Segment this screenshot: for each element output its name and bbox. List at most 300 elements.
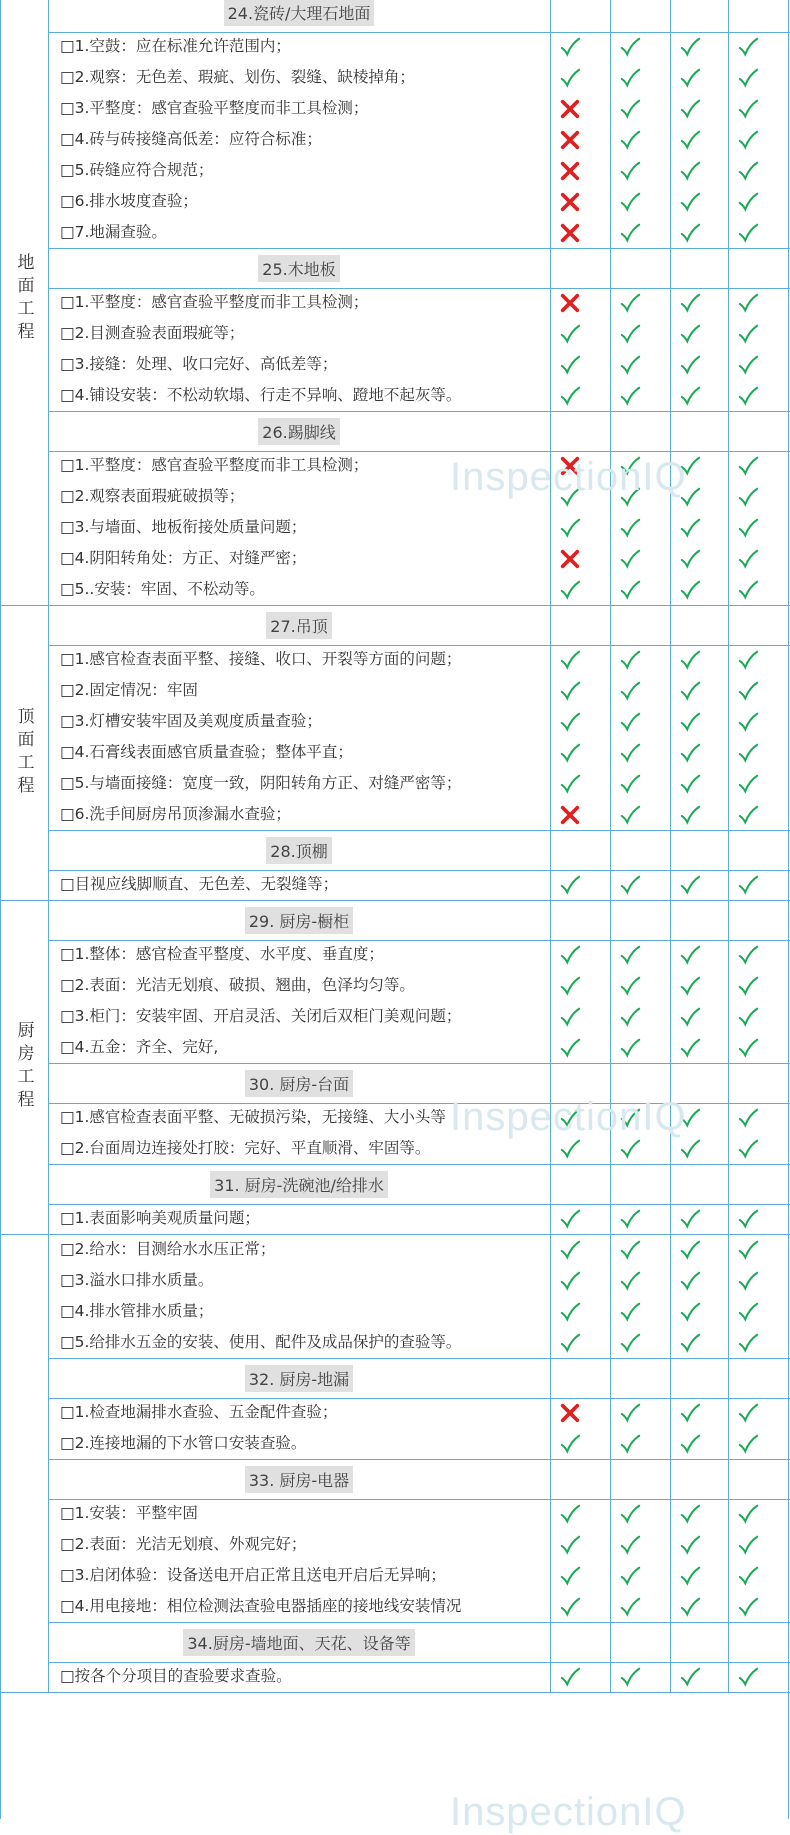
check-icon xyxy=(619,354,641,376)
check-icon xyxy=(679,1301,701,1323)
check-icon xyxy=(679,975,701,997)
checklist-row xyxy=(48,1591,790,1622)
check-icon xyxy=(559,1433,581,1455)
checklist-row xyxy=(48,1001,790,1032)
pass-mark xyxy=(718,869,778,900)
checklist-row xyxy=(48,155,790,186)
check-icon xyxy=(679,773,701,795)
pass-mark xyxy=(600,1032,660,1063)
column-divider xyxy=(728,1460,729,1499)
checklist-item-text: □5..安装：牢固、不松动等。 xyxy=(60,580,265,598)
pass-mark xyxy=(660,706,720,737)
pass-mark xyxy=(660,869,720,900)
checklist-row xyxy=(48,349,790,380)
category-label: 地面工程 xyxy=(13,252,34,345)
checklist-row xyxy=(48,1234,790,1265)
pass-mark xyxy=(540,768,600,799)
checklist-row xyxy=(48,970,790,1001)
check-icon xyxy=(559,1037,581,1059)
pass-mark xyxy=(540,512,600,543)
checklist-item-text: □1.感官检查表面平整、无破损污染，无接缝、大小头等 xyxy=(60,1108,446,1126)
check-icon xyxy=(679,944,701,966)
check-icon xyxy=(737,160,759,182)
pass-mark xyxy=(600,574,660,605)
pass-mark xyxy=(718,1032,778,1063)
checklist-item-text: □3.平整度：感官查验平整度而非工具检测； xyxy=(60,99,369,117)
pass-mark xyxy=(718,1102,778,1133)
pass-mark xyxy=(540,1498,600,1529)
pass-mark xyxy=(540,1661,600,1692)
check-icon xyxy=(679,222,701,244)
check-icon xyxy=(737,292,759,314)
category-label: 厨房工程 xyxy=(13,1021,34,1113)
check-icon xyxy=(619,1037,641,1059)
check-icon xyxy=(737,874,759,896)
pass-mark xyxy=(660,93,720,124)
checklist-row xyxy=(48,1529,790,1560)
column-divider xyxy=(670,1460,671,1499)
check-icon xyxy=(559,67,581,89)
checklist-row xyxy=(48,869,790,900)
check-icon xyxy=(679,1208,701,1230)
pass-mark xyxy=(660,939,720,970)
group-header xyxy=(48,1459,790,1500)
checklist-item-text: □2.表面：光洁无划痕、破损、翘曲，色泽均匀等。 xyxy=(60,976,415,994)
checklist-item-text: □7.地漏查验。 xyxy=(60,223,167,241)
checklist-row xyxy=(48,1265,790,1296)
pass-mark xyxy=(660,675,720,706)
check-icon xyxy=(679,129,701,151)
pass-mark xyxy=(600,1498,660,1529)
check-icon xyxy=(619,191,641,213)
check-icon xyxy=(619,680,641,702)
check-icon xyxy=(679,711,701,733)
fail-mark xyxy=(540,217,600,248)
checklist-row xyxy=(48,1203,790,1234)
checklist-item-text: □5.砖缝应符合规范； xyxy=(60,161,214,179)
check-icon xyxy=(679,1138,701,1160)
check-icon xyxy=(619,1503,641,1525)
pass-mark xyxy=(660,217,720,248)
check-icon xyxy=(737,486,759,508)
column-divider xyxy=(610,606,611,645)
check-icon xyxy=(679,1503,701,1525)
pass-mark xyxy=(718,799,778,830)
pass-mark xyxy=(660,124,720,155)
column-divider xyxy=(610,1359,611,1398)
checklist-row xyxy=(48,1560,790,1591)
check-icon xyxy=(619,1433,641,1455)
checklist-item-text: □2.表面：光洁无划痕、外观完好； xyxy=(60,1535,307,1553)
checklist-row xyxy=(48,124,790,155)
cross-icon xyxy=(559,129,581,151)
check-icon xyxy=(559,1270,581,1292)
pass-mark xyxy=(718,186,778,217)
check-icon xyxy=(679,292,701,314)
checklist-row xyxy=(48,675,790,706)
check-icon xyxy=(559,1534,581,1556)
checklist-row xyxy=(48,186,790,217)
pass-mark xyxy=(718,318,778,349)
group-header xyxy=(48,605,790,646)
check-icon xyxy=(559,1208,581,1230)
pass-mark xyxy=(600,1560,660,1591)
column-divider xyxy=(670,831,671,870)
fail-mark xyxy=(540,124,600,155)
group-title: 27.吊顶 xyxy=(266,612,331,639)
checklist-row xyxy=(48,1327,790,1358)
check-icon xyxy=(619,1138,641,1160)
check-icon xyxy=(737,1107,759,1129)
check-icon xyxy=(559,323,581,345)
check-icon xyxy=(737,1534,759,1556)
pass-mark xyxy=(540,1203,600,1234)
check-icon xyxy=(737,1433,759,1455)
pass-mark xyxy=(660,1428,720,1459)
check-icon xyxy=(737,354,759,376)
pass-mark xyxy=(600,512,660,543)
pass-mark xyxy=(600,1529,660,1560)
checklist-item-text: □4.排水管排水质量； xyxy=(60,1302,214,1320)
pass-mark xyxy=(718,737,778,768)
pass-mark xyxy=(660,1234,720,1265)
pass-mark xyxy=(718,1428,778,1459)
column-divider xyxy=(728,1165,729,1204)
group-title: 30. 厨房-台面 xyxy=(245,1070,353,1097)
column-divider xyxy=(670,0,671,32)
check-icon xyxy=(737,323,759,345)
check-icon xyxy=(737,67,759,89)
pass-mark xyxy=(600,1001,660,1032)
fail-mark xyxy=(540,1397,600,1428)
column-divider xyxy=(610,249,611,288)
checklist-item-text: □4.五金：齐全、完好, xyxy=(60,1038,219,1056)
pass-mark xyxy=(600,869,660,900)
check-icon xyxy=(619,129,641,151)
checklist-item-text: □按各个分项目的查验要求查验。 xyxy=(60,1667,292,1685)
pass-mark xyxy=(718,1265,778,1296)
check-icon xyxy=(559,1596,581,1618)
pass-mark xyxy=(660,574,720,605)
pass-mark xyxy=(600,1397,660,1428)
check-icon xyxy=(619,67,641,89)
group-header xyxy=(48,1622,790,1663)
checklist-item-text: □1.安装：平整牢固 xyxy=(60,1504,198,1522)
group-title: 25.木地板 xyxy=(258,255,339,282)
pass-mark xyxy=(718,155,778,186)
pass-mark xyxy=(660,1529,720,1560)
cross-icon xyxy=(559,804,581,826)
check-icon xyxy=(679,1332,701,1354)
check-icon xyxy=(737,1596,759,1618)
column-divider xyxy=(670,1359,671,1398)
check-icon xyxy=(559,711,581,733)
pass-mark xyxy=(600,318,660,349)
checklist-row xyxy=(48,62,790,93)
pass-mark xyxy=(718,574,778,605)
check-icon xyxy=(737,1402,759,1424)
group-header xyxy=(48,1164,790,1205)
pass-mark xyxy=(540,939,600,970)
checklist-item-text: □2.连接地漏的下水管口安装查验。 xyxy=(60,1434,307,1452)
group-title: 33. 厨房-电器 xyxy=(245,1466,353,1493)
check-icon xyxy=(559,1565,581,1587)
group-header xyxy=(48,830,790,871)
check-icon xyxy=(737,1006,759,1028)
checklist-item-text: □6.洗手间厨房吊顶渗漏水查验； xyxy=(60,805,291,823)
column-divider xyxy=(670,249,671,288)
pass-mark xyxy=(600,1661,660,1692)
check-icon xyxy=(559,944,581,966)
check-icon xyxy=(679,1402,701,1424)
check-icon xyxy=(737,36,759,58)
check-icon xyxy=(619,1239,641,1261)
pass-mark xyxy=(718,1133,778,1164)
watermark-text: InspectionIQ xyxy=(450,455,687,499)
column-divider xyxy=(728,412,729,451)
column-divider xyxy=(550,412,551,451)
check-icon xyxy=(559,874,581,896)
pass-mark xyxy=(718,1529,778,1560)
check-icon xyxy=(679,36,701,58)
pass-mark xyxy=(660,1591,720,1622)
pass-mark xyxy=(718,62,778,93)
check-icon xyxy=(679,1270,701,1292)
pass-mark xyxy=(600,1327,660,1358)
pass-mark xyxy=(718,1001,778,1032)
table-border xyxy=(788,0,789,1819)
pass-mark xyxy=(660,1265,720,1296)
check-icon xyxy=(737,773,759,795)
pass-mark xyxy=(718,1296,778,1327)
pass-mark xyxy=(600,186,660,217)
check-icon xyxy=(679,160,701,182)
check-icon xyxy=(619,1301,641,1323)
checklist-row xyxy=(48,1661,790,1692)
check-icon xyxy=(679,191,701,213)
check-icon xyxy=(737,1503,759,1525)
column-divider xyxy=(610,1623,611,1662)
column-divider xyxy=(728,831,729,870)
pass-mark xyxy=(660,186,720,217)
column-divider xyxy=(550,1460,551,1499)
check-icon xyxy=(619,649,641,671)
pass-mark xyxy=(718,1498,778,1529)
checklist-item-text: □目视应线脚顺直、无色差、无裂缝等； xyxy=(60,875,339,893)
check-icon xyxy=(619,1402,641,1424)
check-icon xyxy=(679,742,701,764)
checklist-item-text: □3.灯槽安装牢固及美观度质量查验； xyxy=(60,712,322,730)
pass-mark xyxy=(660,799,720,830)
pass-mark xyxy=(600,939,660,970)
pass-mark xyxy=(600,543,660,574)
pass-mark xyxy=(718,450,778,481)
section-divider xyxy=(0,1692,790,1693)
check-icon xyxy=(619,548,641,570)
checklist-item-text: □5.给排水五金的安装、使用、配件及成品保护的查验等。 xyxy=(60,1333,462,1351)
pass-mark xyxy=(540,1032,600,1063)
column-divider xyxy=(610,1165,611,1204)
pass-mark xyxy=(600,1203,660,1234)
column-divider xyxy=(670,412,671,451)
pass-mark xyxy=(660,737,720,768)
check-icon xyxy=(559,36,581,58)
pass-mark xyxy=(600,1234,660,1265)
checklist-item-text: □4.铺设安装：不松动软塌、行走不异响、蹬地不起灰等。 xyxy=(60,386,462,404)
pass-mark xyxy=(718,481,778,512)
pass-mark xyxy=(540,1428,600,1459)
check-icon xyxy=(737,129,759,151)
check-icon xyxy=(679,874,701,896)
check-icon xyxy=(737,975,759,997)
pass-mark xyxy=(660,1327,720,1358)
check-icon xyxy=(679,680,701,702)
pass-mark xyxy=(660,155,720,186)
pass-mark xyxy=(540,31,600,62)
pass-mark xyxy=(660,31,720,62)
check-icon xyxy=(619,36,641,58)
category-cell xyxy=(0,0,49,605)
check-icon xyxy=(619,517,641,539)
check-icon xyxy=(679,1534,701,1556)
check-icon xyxy=(737,98,759,120)
pass-mark xyxy=(600,155,660,186)
check-icon xyxy=(619,160,641,182)
check-icon xyxy=(559,1301,581,1323)
pass-mark xyxy=(718,512,778,543)
pass-mark xyxy=(600,799,660,830)
check-icon xyxy=(619,1666,641,1688)
checklist-item-text: □3.柜门：安装牢固、开启灵活、关闭后双柜门美观问题； xyxy=(60,1007,462,1025)
check-icon xyxy=(737,455,759,477)
pass-mark xyxy=(600,706,660,737)
cross-icon xyxy=(559,98,581,120)
column-divider xyxy=(610,412,611,451)
pass-mark xyxy=(660,768,720,799)
column-divider xyxy=(670,901,671,940)
pass-mark xyxy=(600,675,660,706)
check-icon xyxy=(619,579,641,601)
pass-mark xyxy=(718,675,778,706)
check-icon xyxy=(737,222,759,244)
check-icon xyxy=(679,1433,701,1455)
cross-icon xyxy=(559,222,581,244)
check-icon xyxy=(559,354,581,376)
check-icon xyxy=(737,1301,759,1323)
check-icon xyxy=(619,711,641,733)
check-icon xyxy=(737,742,759,764)
check-icon xyxy=(679,649,701,671)
check-icon xyxy=(559,579,581,601)
check-icon xyxy=(559,1239,581,1261)
check-icon xyxy=(619,1332,641,1354)
check-icon xyxy=(737,385,759,407)
pass-mark xyxy=(540,574,600,605)
group-header xyxy=(48,1358,790,1399)
checklist-item-text: □2.观察表面瑕疵破损等； xyxy=(60,487,245,505)
pass-mark xyxy=(718,939,778,970)
pass-mark xyxy=(540,1001,600,1032)
pass-mark xyxy=(540,970,600,1001)
checklist-row xyxy=(48,318,790,349)
pass-mark xyxy=(540,1560,600,1591)
check-icon xyxy=(619,385,641,407)
column-divider xyxy=(550,1623,551,1662)
category-cell xyxy=(0,605,49,900)
checklist-row xyxy=(48,93,790,124)
group-header xyxy=(48,900,790,941)
column-divider xyxy=(670,1623,671,1662)
pass-mark xyxy=(600,644,660,675)
check-icon xyxy=(559,680,581,702)
check-icon xyxy=(619,98,641,120)
check-icon xyxy=(679,1239,701,1261)
column-divider xyxy=(728,1359,729,1398)
column-divider xyxy=(728,1064,729,1103)
checklist-item-text: □1.检查地漏排水查验、五金配件查验； xyxy=(60,1403,338,1421)
pass-mark xyxy=(600,737,660,768)
check-icon xyxy=(619,222,641,244)
pass-mark xyxy=(540,1265,600,1296)
check-icon xyxy=(737,191,759,213)
cross-icon xyxy=(559,548,581,570)
check-icon xyxy=(619,1534,641,1556)
column-divider xyxy=(550,901,551,940)
fail-mark xyxy=(540,155,600,186)
checklist-row xyxy=(48,1397,790,1428)
checklist-item-text: □2.目测查验表面瑕疵等； xyxy=(60,324,245,342)
check-icon xyxy=(559,773,581,795)
cross-icon xyxy=(559,1402,581,1424)
pass-mark xyxy=(600,1296,660,1327)
pass-mark xyxy=(600,1428,660,1459)
checklist-row xyxy=(48,706,790,737)
check-icon xyxy=(619,874,641,896)
cross-icon xyxy=(559,160,581,182)
pass-mark xyxy=(540,62,600,93)
check-icon xyxy=(559,1503,581,1525)
check-icon xyxy=(737,1037,759,1059)
check-icon xyxy=(737,711,759,733)
column-divider xyxy=(610,1460,611,1499)
pass-mark xyxy=(540,1296,600,1327)
checklist-item-text: □6.排水坡度查验； xyxy=(60,192,198,210)
check-icon xyxy=(679,354,701,376)
checklist-row xyxy=(48,1428,790,1459)
check-icon xyxy=(559,742,581,764)
pass-mark xyxy=(718,1234,778,1265)
pass-mark xyxy=(660,318,720,349)
check-icon xyxy=(679,1037,701,1059)
column-divider xyxy=(550,1165,551,1204)
pass-mark xyxy=(718,31,778,62)
checklist-row xyxy=(48,737,790,768)
pass-mark xyxy=(540,349,600,380)
checklist-row xyxy=(48,543,790,574)
pass-mark xyxy=(600,349,660,380)
check-icon xyxy=(619,773,641,795)
checklist-item-text: □2.台面周边连接处打胶：完好、平直顺滑、牢固等。 xyxy=(60,1139,431,1157)
check-icon xyxy=(619,804,641,826)
pass-mark xyxy=(660,1560,720,1591)
checklist-item-text: □4.用电接地：相位检测法查验电器插座的接地线安装情况 xyxy=(60,1597,462,1615)
fail-mark xyxy=(540,93,600,124)
check-icon xyxy=(679,98,701,120)
check-icon xyxy=(737,1565,759,1587)
fail-mark xyxy=(540,799,600,830)
check-icon xyxy=(559,1332,581,1354)
check-icon xyxy=(737,517,759,539)
